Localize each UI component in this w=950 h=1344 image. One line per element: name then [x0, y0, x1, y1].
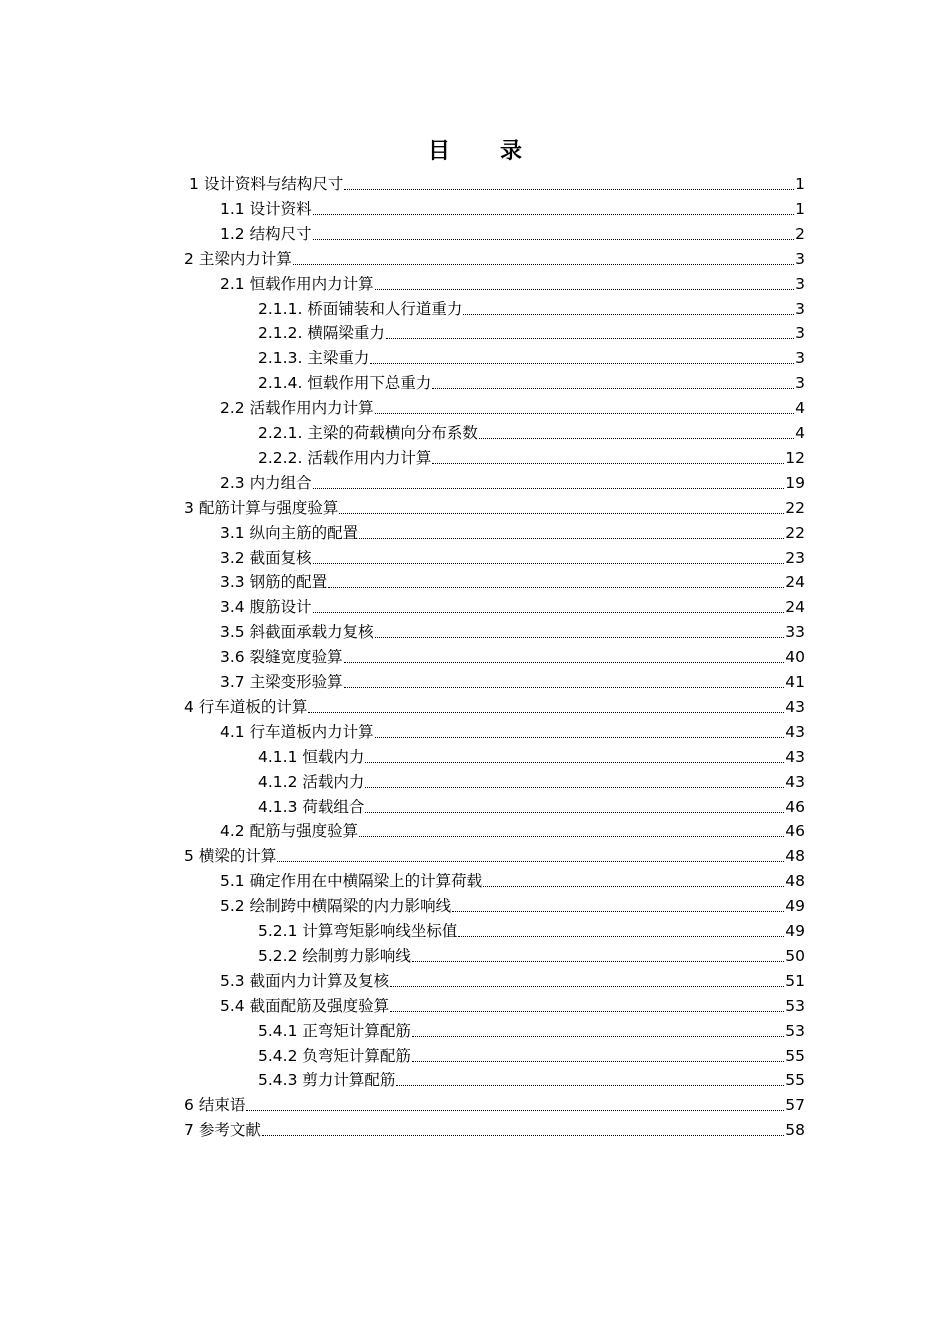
toc-entry-number: 1.2	[220, 224, 245, 243]
toc-entry-number: 2.1.3.	[258, 349, 303, 368]
toc-entry[interactable]	[184, 1093, 805, 1118]
toc-entry[interactable]	[220, 670, 805, 695]
toc-entry-number: 3.4	[220, 598, 245, 617]
toc-entry-number: 5	[184, 847, 194, 866]
toc-entry-label: 绘制跨中横隔梁的内力影响线	[249, 897, 452, 916]
toc-leader-dots	[313, 612, 785, 613]
toc-entry[interactable]	[220, 620, 805, 645]
toc-entry-label: 截面复核	[249, 548, 312, 567]
toc-entry[interactable]	[220, 994, 805, 1019]
toc-entry-label: 截面配筋及强度验算	[249, 996, 390, 1015]
toc-entry-label: 裂缝宽度验算	[249, 648, 343, 667]
toc-entry-label: 设计资料	[249, 199, 312, 218]
toc-entry[interactable]	[258, 297, 805, 322]
toc-leader-dots	[365, 787, 784, 788]
toc-entry-number: 3.3	[220, 573, 245, 592]
toc-leader-dots	[386, 338, 794, 339]
toc-entry-number: 4.1.2	[258, 772, 298, 791]
toc-entry-title	[220, 396, 374, 421]
toc-entry-number: 3.5	[220, 623, 245, 642]
toc-page-number: 50	[785, 946, 805, 965]
toc-entry[interactable]	[258, 770, 805, 795]
toc-entry-title	[220, 471, 312, 496]
toc-page-number: 43	[785, 772, 805, 791]
toc-entry-title	[184, 844, 276, 869]
toc-page-number: 22	[785, 523, 805, 542]
toc-leader-dots	[375, 413, 795, 414]
toc-entry[interactable]	[220, 720, 805, 745]
toc-entry[interactable]	[220, 546, 805, 571]
toc-page-number: 43	[785, 747, 805, 766]
toc-page-number: 24	[785, 598, 805, 617]
toc-entry[interactable]	[220, 645, 805, 670]
toc-entry-label: 钢筋的配置	[249, 573, 328, 592]
toc-page-number: 12	[785, 448, 805, 467]
toc-leader-dots	[365, 812, 784, 813]
toc-entry-title	[220, 969, 389, 994]
toc-entry[interactable]	[220, 570, 805, 595]
toc-entry[interactable]	[220, 222, 805, 247]
toc-entry-title	[258, 421, 478, 446]
toc-entry-title	[258, 1068, 395, 1093]
toc-entry-number: 2.2.1.	[258, 424, 303, 442]
toc-entry-label: 结束语	[198, 1096, 246, 1115]
toc-entry[interactable]	[220, 869, 805, 894]
toc-entry-label: 行车道板内力计算	[249, 722, 374, 741]
toc-leader-dots	[370, 363, 794, 364]
toc-entry[interactable]	[258, 1019, 805, 1044]
toc-entry[interactable]	[220, 272, 805, 297]
toc-entry-number: 2	[184, 249, 194, 268]
toc-leader-dots	[246, 1110, 784, 1111]
toc-page-number: 55	[785, 1071, 805, 1090]
toc-page-number: 3	[795, 324, 805, 343]
toc-entry-number: 1.1	[220, 199, 245, 218]
toc-page-number: 58	[785, 1121, 805, 1140]
toc-entry-title	[258, 1019, 411, 1044]
toc-entry-title	[258, 745, 364, 770]
toc-entry[interactable]	[258, 321, 805, 346]
toc-entry-number: 4.1.3	[258, 797, 298, 816]
toc-entry-title	[258, 321, 385, 346]
toc-entry-label: 正弯矩计算配筋	[302, 1021, 411, 1040]
toc-entry-title	[184, 247, 292, 272]
toc-entry-number: 4	[184, 697, 194, 716]
toc-page-number: 48	[785, 872, 805, 891]
toc-entry-label: 配筋计算与强度验算	[198, 498, 339, 517]
toc-leader-dots	[313, 563, 785, 564]
toc-leader-dots	[396, 1085, 784, 1086]
toc-entry-label: 主梁内力计算	[198, 249, 292, 268]
toc-page-number: 3	[795, 374, 805, 393]
toc-entry-label: 参考文献	[198, 1121, 261, 1140]
toc-entry-number: 2.2	[220, 399, 245, 418]
toc-entry-label: 主梁变形验算	[249, 673, 343, 691]
toc-entry[interactable]	[220, 471, 805, 496]
toc-entry-number: 5.4	[220, 996, 245, 1015]
toc-entry-label: 横梁的计算	[198, 847, 277, 866]
toc-entry-number: 5.2.2	[258, 946, 298, 965]
toc-entry[interactable]	[258, 1044, 805, 1069]
toc-page-number: 4	[795, 399, 805, 418]
toc-page-number: 23	[785, 548, 805, 567]
toc-entry[interactable]	[258, 944, 805, 969]
toc-entry-label: 主梁的荷载横向分布系数	[307, 424, 478, 442]
toc-entry-number: 3.7	[220, 673, 245, 691]
toc-page-number: 53	[785, 1021, 805, 1040]
toc-page-number: 2	[795, 224, 805, 243]
toc-entry-number: 3.1	[220, 523, 245, 542]
toc-entry-number: 3.6	[220, 648, 245, 667]
toc-page-number: 19	[785, 473, 805, 492]
toc-entry-number: 3.2	[220, 548, 245, 567]
toc-leader-dots	[452, 911, 784, 912]
toc-entry-label: 斜截面承载力复核	[249, 623, 374, 642]
toc-entry-title	[220, 994, 389, 1019]
toc-entry[interactable]	[258, 795, 805, 820]
toc-entry-number: 2.3	[220, 473, 245, 492]
toc-entry-label: 活载内力	[302, 772, 365, 791]
toc-entry-number: 2.1.4.	[258, 374, 303, 393]
toc-entry[interactable]	[184, 496, 805, 521]
toc-entry-title	[220, 222, 312, 247]
toc-page-number: 3	[795, 299, 805, 318]
toc-entry-number: 4.1	[220, 722, 245, 741]
toc-entry[interactable]	[184, 695, 805, 720]
toc-entry-label: 计算弯矩影响线坐标值	[302, 922, 458, 940]
toc-entry-title	[220, 570, 327, 595]
toc-entry-label: 横隔梁重力	[307, 324, 385, 343]
toc-leader-dots	[308, 712, 784, 713]
toc-entry[interactable]	[220, 595, 805, 620]
toc-page-number: 3	[795, 349, 805, 368]
toc-entry-label: 结构尺寸	[249, 224, 312, 243]
toc-leader-dots	[359, 538, 784, 539]
toc-page-number: 4	[795, 424, 805, 442]
toc-leader-dots	[344, 687, 785, 688]
toc-entry-title	[220, 869, 482, 894]
toc-entry-label: 截面内力计算及复核	[249, 971, 390, 990]
toc-entry-title	[189, 172, 343, 197]
toc-entry-number: 5.4.1	[258, 1021, 298, 1040]
toc-leader-dots	[313, 488, 785, 489]
toc-entry-title	[258, 446, 431, 471]
toc-page-number: 41	[785, 673, 805, 691]
toc-entry-title	[258, 770, 364, 795]
toc-page-number: 57	[785, 1096, 805, 1115]
toc-entry[interactable]	[184, 247, 805, 272]
toc-entry-title	[184, 1093, 245, 1118]
toc-entry[interactable]	[258, 1068, 805, 1093]
toc-entry-title	[220, 894, 451, 919]
toc-page-number: 1	[795, 199, 805, 218]
toc-entry-number: 5.4.2	[258, 1046, 298, 1065]
toc-entry-title	[258, 795, 364, 820]
toc-entry[interactable]	[220, 819, 805, 844]
toc-entry-number: 2.1.1.	[258, 299, 303, 318]
toc-entry-label: 纵向主筋的配置	[249, 523, 359, 542]
toc-page-number: 43	[785, 697, 805, 716]
toc-page-number: 33	[785, 623, 805, 642]
toc-page-number: 55	[785, 1046, 805, 1065]
toc-leader-dots	[328, 587, 784, 588]
toc-entry-title	[220, 521, 358, 546]
toc-entry-number: 5.2	[220, 897, 245, 916]
toc-entry[interactable]	[220, 396, 805, 421]
toc-leader-dots	[463, 314, 794, 315]
toc-entry-label: 恒载作用内力计算	[249, 274, 374, 293]
toc-page-number: 53	[785, 996, 805, 1015]
toc-page-number: 24	[785, 573, 805, 592]
toc-entry-label: 活载作用内力计算	[307, 448, 432, 467]
toc-entry-number: 5.1	[220, 872, 245, 891]
toc-entry[interactable]	[258, 919, 805, 944]
toc-leader-dots	[390, 986, 784, 987]
toc-title: 目 录	[427, 138, 536, 164]
toc-leader-dots	[432, 463, 784, 464]
toc-entry-label: 腹筋设计	[249, 598, 312, 617]
toc-leader-dots	[390, 1011, 784, 1012]
toc-leader-dots	[458, 936, 784, 937]
toc-entry-title	[220, 620, 374, 645]
toc-page-number: 1	[795, 175, 805, 193]
toc-entry-title	[258, 371, 431, 396]
toc-page-number: 3	[795, 249, 805, 268]
toc-entry-title	[220, 645, 343, 670]
toc-entry-title	[220, 197, 312, 222]
toc-entry-label: 行车道板的计算	[198, 697, 308, 716]
toc-entry-label: 内力组合	[249, 473, 312, 492]
toc-entry[interactable]	[258, 421, 805, 446]
toc-entry-title	[220, 720, 374, 745]
toc-entry-number: 6	[184, 1096, 194, 1115]
toc-leader-dots	[432, 388, 794, 389]
toc-entry[interactable]	[258, 446, 805, 471]
toc-entry-title	[184, 695, 307, 720]
toc-leader-dots	[313, 239, 795, 240]
toc-entry-number: 7	[184, 1121, 194, 1140]
toc-entry-title	[184, 1118, 261, 1143]
toc-entry-title	[184, 496, 338, 521]
toc-leader-dots	[375, 289, 795, 290]
toc-leader-dots	[375, 637, 785, 638]
toc-entry-label: 确定作用在中横隔梁上的计算荷载	[249, 872, 483, 891]
toc-leader-dots	[365, 762, 784, 763]
toc-entry-label: 活载作用内力计算	[249, 399, 374, 418]
toc-entry-number: 1	[189, 175, 199, 193]
toc-entry-label: 荷载组合	[302, 797, 365, 816]
toc-leader-dots	[412, 1036, 784, 1037]
toc-page-number: 49	[785, 897, 805, 916]
toc-page-number: 49	[785, 922, 805, 940]
toc-page-number: 46	[785, 797, 805, 816]
toc-leader-dots	[344, 189, 794, 190]
toc-leader-dots	[483, 886, 784, 887]
toc-page-number: 48	[785, 847, 805, 866]
toc-entry-number: 3	[184, 498, 194, 517]
toc-entry[interactable]	[220, 894, 805, 919]
toc-leader-dots	[375, 737, 785, 738]
toc-entry-title	[258, 346, 369, 371]
toc-page-number: 43	[785, 722, 805, 741]
toc-leader-dots	[479, 438, 794, 439]
toc-leader-dots	[359, 836, 784, 837]
toc-page-number: 51	[785, 971, 805, 990]
toc-leader-dots	[313, 214, 795, 215]
toc-entry-label: 剪力计算配筋	[302, 1071, 396, 1090]
toc-entry-label: 恒载作用下总重力	[307, 374, 432, 393]
toc-entry-title	[258, 919, 457, 944]
toc-entry-title	[220, 819, 358, 844]
toc-entry-title	[258, 1044, 411, 1069]
toc-entry-label: 主梁重力	[307, 349, 370, 368]
toc-entry-label: 配筋与强度验算	[249, 822, 359, 841]
toc-leader-dots	[344, 662, 785, 663]
toc-entry[interactable]	[258, 371, 805, 396]
toc-leader-dots	[277, 861, 784, 862]
toc-page-number: 46	[785, 822, 805, 841]
toc-entry-title	[258, 944, 411, 969]
toc-page-number: 3	[795, 274, 805, 293]
toc-entry[interactable]	[184, 1118, 805, 1143]
toc-entry-title	[220, 595, 312, 620]
toc-entry-title	[220, 670, 343, 695]
toc-entry-label: 设计资料与结构尺寸	[203, 175, 344, 193]
toc-entry[interactable]	[220, 197, 805, 222]
toc-entry-title	[258, 297, 462, 322]
toc-entry[interactable]	[184, 844, 805, 869]
toc-leader-dots	[339, 513, 784, 514]
toc-entry-number: 5.4.3	[258, 1071, 298, 1090]
toc-entry[interactable]	[220, 969, 805, 994]
toc-entry-number: 2.1	[220, 274, 245, 293]
toc-entry-number: 4.1.1	[258, 747, 298, 766]
toc-leader-dots	[262, 1135, 784, 1136]
toc-entry-number: 5.3	[220, 971, 245, 990]
toc-leader-dots	[293, 264, 794, 265]
toc-entry-number: 5.2.1	[258, 922, 298, 940]
toc-leader-dots	[412, 961, 784, 962]
toc-entry-label: 绘制剪力影响线	[302, 946, 411, 965]
toc-entry-number: 4.2	[220, 822, 245, 841]
toc-entry-number: 2.2.2.	[258, 448, 303, 467]
toc-leader-dots	[412, 1061, 784, 1062]
toc-entry[interactable]	[220, 521, 805, 546]
toc-entry-label: 桥面铺装和人行道重力	[307, 299, 463, 318]
toc-entry-number: 2.1.2.	[258, 324, 303, 343]
toc-entry[interactable]	[189, 172, 805, 197]
toc-entry-title	[220, 546, 312, 571]
toc-entry[interactable]	[258, 745, 805, 770]
toc-page-number: 22	[785, 498, 805, 517]
toc-entry-title	[220, 272, 374, 297]
toc-entry[interactable]	[258, 346, 805, 371]
toc-entry-label: 恒载内力	[302, 747, 365, 766]
toc-entry-label: 负弯矩计算配筋	[302, 1046, 411, 1065]
toc-page-number: 40	[785, 648, 805, 667]
